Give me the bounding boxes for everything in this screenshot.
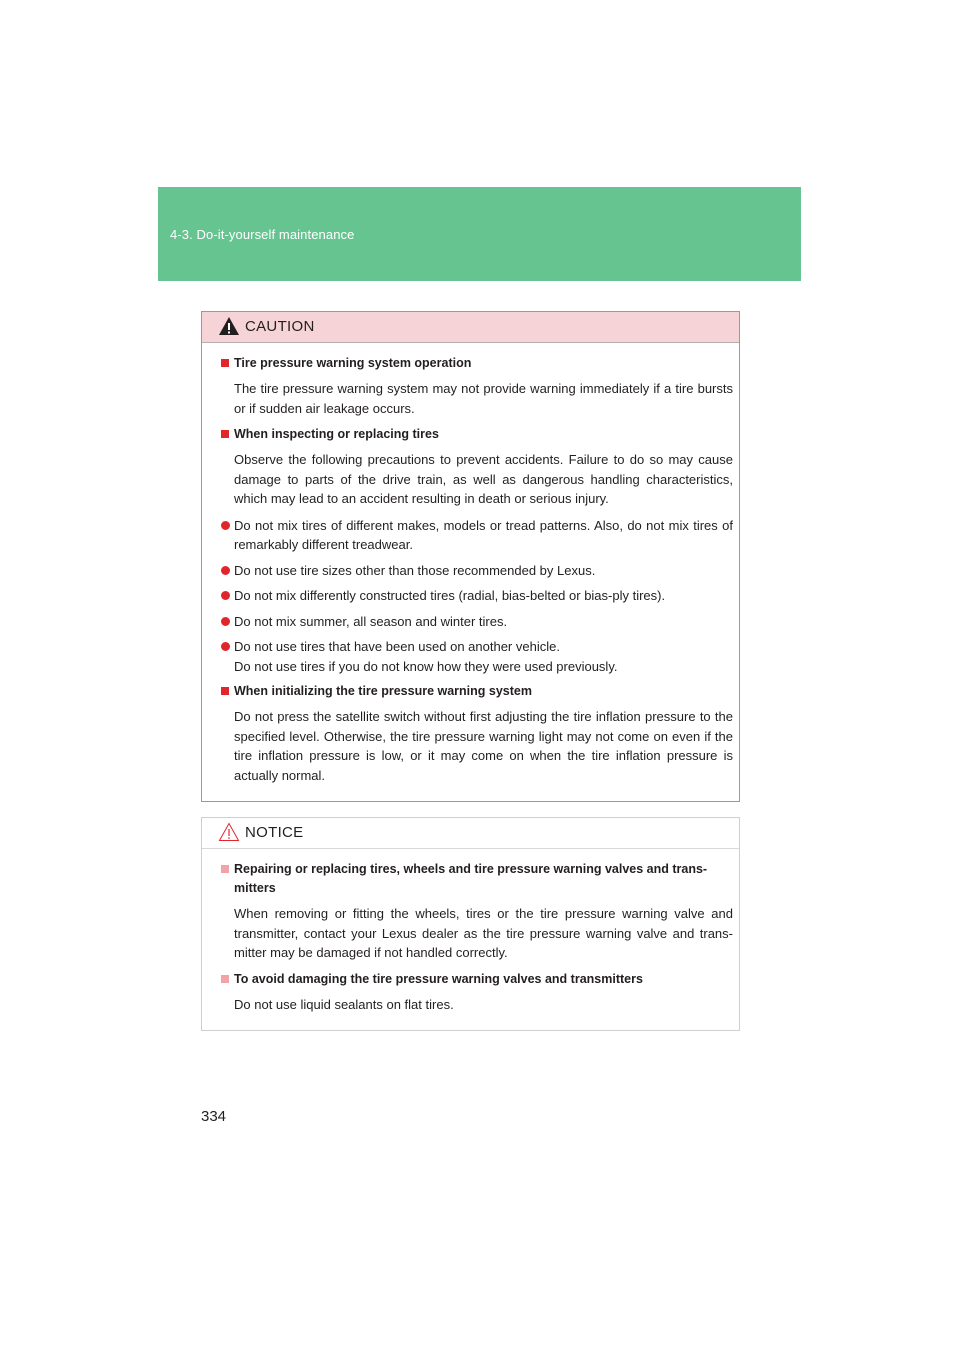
caution-item-title: When inspecting or replacing tires — [221, 425, 733, 444]
warning-triangle-icon — [218, 316, 240, 336]
round-bullet-icon — [221, 642, 230, 651]
section-title: 4-3. Do-it-yourself maintenance — [170, 227, 355, 242]
square-bullet-icon — [221, 359, 229, 367]
caution-item-title: Tire pressure warning system operation — [221, 354, 733, 373]
notice-item-title: To avoid damaging the tire pressure warning valves and transmitters — [221, 970, 733, 989]
page-number: 334 — [201, 1108, 227, 1125]
notice-body — [202, 849, 739, 1014]
notice-header — [202, 818, 739, 849]
square-bullet-icon — [221, 865, 229, 873]
list-item: Do not mix summer, all season and winter tires. — [221, 612, 733, 632]
list-item: Do not mix differently constructed tires (radial, bias-belted or bias-ply tires). — [221, 586, 733, 606]
notice-item-text: When removing or fitting the wheels, tires or the tire pressure warning valve and transmitter, contact your Lexus dealer as the tire pressure warning valve and trans-mitter may be damaged if not handled correctly. — [234, 906, 733, 960]
round-bullet-icon — [221, 591, 230, 600]
caution-header — [202, 312, 739, 343]
caution-item-title: When initializing the tire pressure warning system — [221, 682, 733, 701]
caution-item-text: Do not press the satellite switch without first adjusting the tire inflation pressure to the specified level. Otherwise, the tire pressure warning light may not come on even if the tire inflation pressure is low, or it may come on when the tire inflation pressure is actually normal. — [234, 709, 733, 783]
notice-item-title: Repairing or replacing tires, wheels and tire pressure warning valves and trans-mitters — [221, 860, 733, 898]
caution-item-text: Observe the following precautions to prevent accidents. Failure to do so may cause damage to parts of the drive train, as well as dangerous handling characteristics, which may lead to an accident resulting in death or serious injury. — [234, 452, 733, 506]
notice-item-text: Do not use liquid sealants on flat tires. — [234, 996, 454, 1012]
warning-outline-icon — [218, 822, 240, 842]
square-bullet-icon — [221, 975, 229, 983]
caution-body — [202, 343, 739, 785]
bullet-continuation: Do not use tires if you do not know how they were used previously. — [234, 658, 618, 674]
notice-box — [201, 817, 740, 1031]
notice-label: NOTICE — [245, 824, 304, 841]
list-item: Do not use tires that have been used on another vehicle. Do not use tires if you do not know how they were used previously. — [221, 637, 733, 676]
square-bullet-icon — [221, 687, 229, 695]
caution-box — [201, 311, 740, 802]
caution-bullet-list — [221, 516, 733, 677]
section-header-band — [158, 187, 801, 281]
round-bullet-icon — [221, 617, 230, 626]
list-item: Do not use tire sizes other than those recommended by Lexus. — [221, 561, 733, 581]
list-item: Do not mix tires of different makes, models or tread patterns. Also, do not mix tires of remarkably different treadwear. — [221, 516, 733, 555]
round-bullet-icon — [221, 521, 230, 530]
round-bullet-icon — [221, 566, 230, 575]
caution-item-text: The tire pressure warning system may not provide warning immediately if a tire bursts or if sudden air leakage occurs. — [234, 381, 733, 416]
caution-label: CAUTION — [245, 318, 315, 335]
square-bullet-icon — [221, 430, 229, 438]
